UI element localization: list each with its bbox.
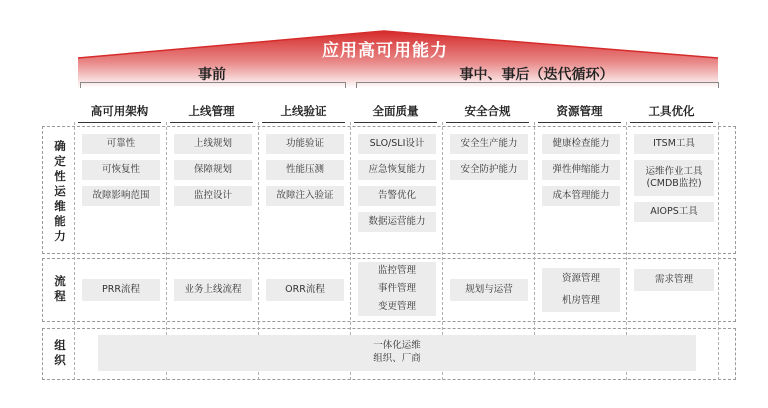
process-item: 机房管理: [561, 295, 600, 306]
column-header: 全面质量: [354, 100, 437, 123]
capability-item: 数据运营能力: [358, 212, 436, 232]
column-divider: [718, 122, 719, 380]
org-line: 一体化运维: [373, 340, 421, 351]
column-header: 工具优化: [630, 100, 713, 123]
column-header: 高可用架构: [78, 100, 161, 123]
row-label-capability: 确定性运维能力: [54, 139, 66, 243]
capability-item: 告警优化: [358, 186, 436, 206]
phase-before-bracket: [80, 82, 346, 88]
phase-before: 事前: [198, 67, 226, 83]
process-item: 事件管理: [377, 283, 416, 294]
capability-item: 可靠性: [82, 134, 160, 154]
column-header: 安全合规: [446, 100, 529, 123]
process-item: 需求管理: [634, 269, 714, 291]
capability-item: 安全生产能力: [450, 134, 528, 154]
capability-item: SLO/SLI设计: [358, 134, 436, 154]
capability-item: 健康检查能力: [542, 134, 620, 154]
column-header: 上线验证: [262, 100, 345, 123]
process-item-group: [542, 268, 620, 312]
capability-item: 安全防护能力: [450, 160, 528, 180]
process-item-group: [358, 262, 436, 316]
process-item: 监控管理: [377, 265, 416, 276]
capability-item: ITSM工具: [634, 134, 714, 154]
capability-item: AIOPS工具: [634, 202, 714, 222]
capability-item: 性能压测: [266, 160, 344, 180]
row-label-org: 组织: [54, 338, 66, 367]
capability-item: 故障影响范围: [82, 186, 160, 206]
capability-item: 应急恢复能力: [358, 160, 436, 180]
column-header: 资源管理: [538, 100, 621, 123]
process-item: 资源管理: [561, 273, 600, 284]
process-item: 业务上线流程: [174, 279, 252, 301]
phase-during-after: 事中、事后（迭代循环）: [459, 67, 614, 83]
column-header: 上线管理: [170, 100, 253, 123]
capability-item: 成本管理能力: [542, 186, 620, 206]
org-text: [358, 339, 436, 365]
process-item: ORR流程: [266, 279, 344, 301]
capability-item: 保障规划: [174, 160, 252, 180]
capability-item: 运维作业工具 (CMDB监控): [634, 160, 714, 196]
capability-item: 弹性伸缩能力: [542, 160, 620, 180]
org-line: 组织、厂商: [373, 353, 421, 364]
process-item: 变更管理: [377, 301, 416, 312]
phase-during-bracket: [356, 82, 719, 88]
capability-item: 上线规划: [174, 134, 252, 154]
capability-item: 监控设计: [174, 186, 252, 206]
process-item: PRR流程: [82, 279, 160, 301]
capability-item: 可恢复性: [82, 160, 160, 180]
column-divider: [74, 122, 75, 380]
row-label-process: 流程: [54, 274, 66, 303]
capability-item: 故障注入验证: [266, 186, 344, 206]
capability-item: 功能验证: [266, 134, 344, 154]
process-item: 规划与运营: [450, 279, 528, 301]
page-title: 应用高可用能力: [322, 41, 448, 61]
